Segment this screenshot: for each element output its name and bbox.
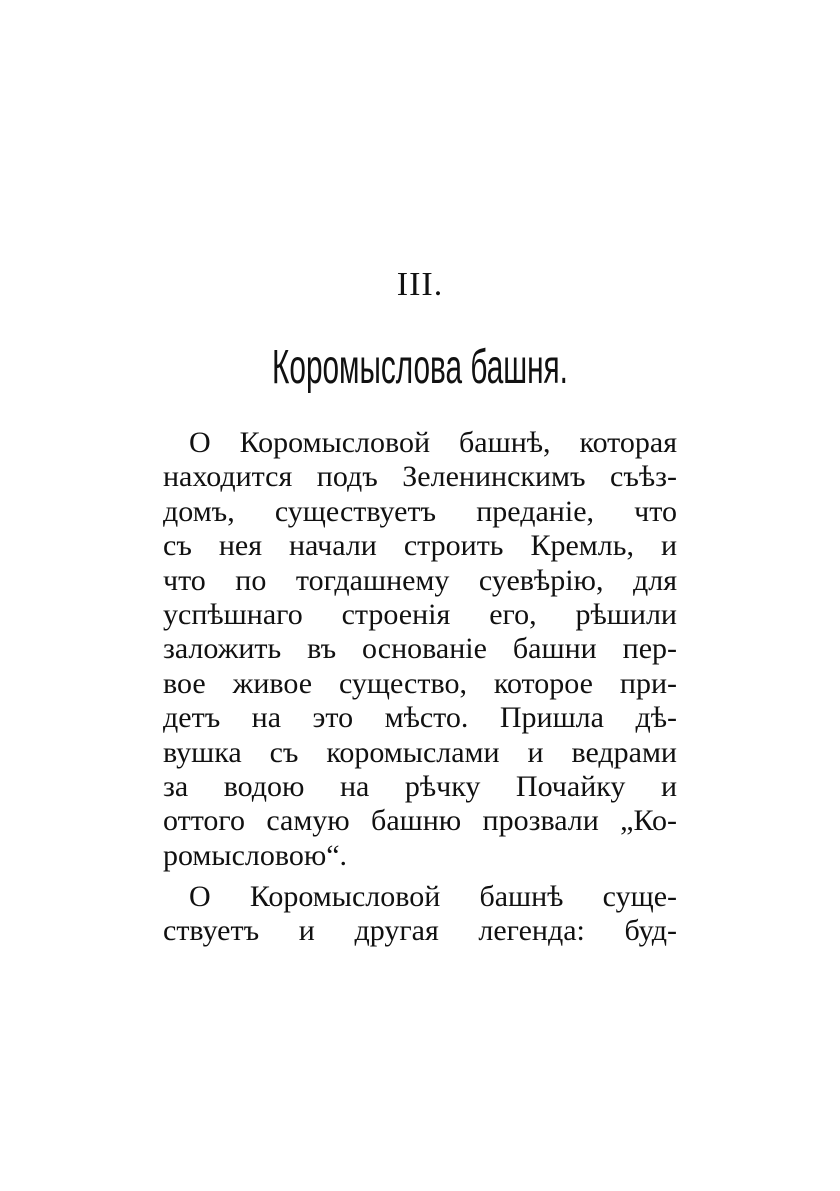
text-line: за водою на рѣчку Почайку и <box>163 769 677 803</box>
chapter-title: Коромыслова башня. <box>272 341 568 394</box>
text-line: детъ на это мѣсто. Пришла дѣ- <box>163 701 677 735</box>
text-line: оттого самую башню прозвали „Ко- <box>163 804 677 838</box>
text-line: находится подъ Зеленинскимъ съѣз- <box>163 460 677 494</box>
text-line: заложить въ основаніе башни пер- <box>163 632 677 666</box>
text-line: ромысловою“. <box>163 838 348 872</box>
text-line: ствуетъ и другая легенда: буд- <box>163 914 677 948</box>
body-text <box>163 426 677 949</box>
text-line: съ нея начали строить Кремль, и <box>163 529 677 563</box>
chapter-number: III. <box>396 266 444 303</box>
text-line: О Коромысловой башнѣ суще- <box>189 880 677 914</box>
text-line: О Коромысловой башнѣ, которая <box>189 426 677 459</box>
paragraph-gap <box>163 873 677 880</box>
text-line: домъ, существуетъ преданіе, что <box>163 494 677 528</box>
text-line: вое живое существо, которое при- <box>163 666 677 700</box>
text-line: что по тогдашнему суевѣрію, для <box>163 563 677 597</box>
text-line: вушка съ коромыслами и ведрами <box>163 735 677 769</box>
text-line: успѣшнаго строенія его, рѣшили <box>163 597 677 631</box>
